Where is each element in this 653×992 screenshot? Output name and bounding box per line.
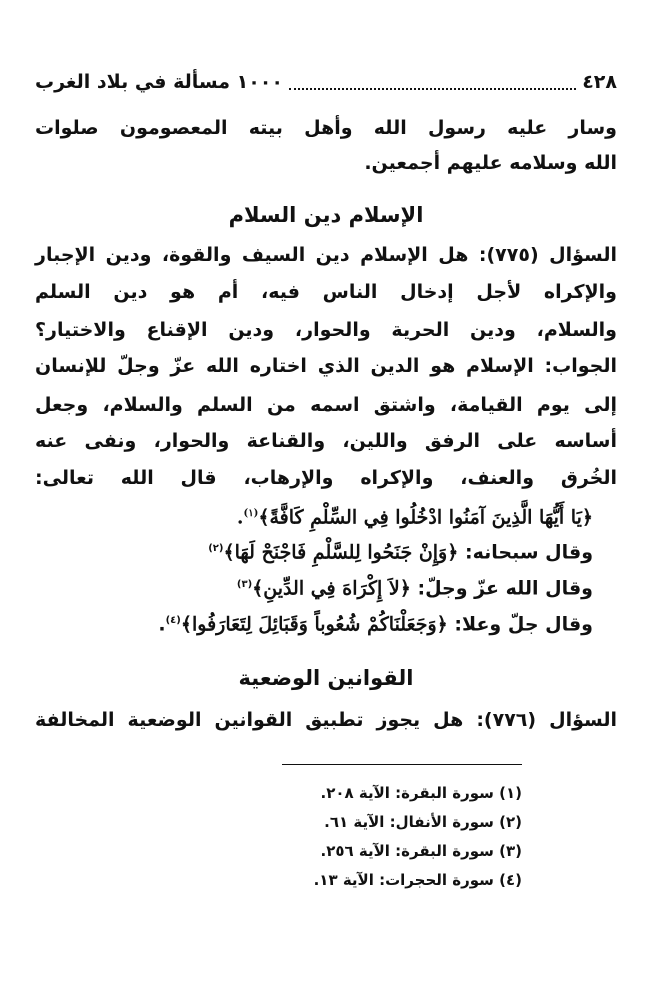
footnote: (١) سورة البقرة: الآية ٢٠٨. <box>320 784 522 802</box>
footnote-ref: (٢) <box>208 543 224 554</box>
text-line: الله وسلامه عليهم أجمعين. <box>364 152 617 174</box>
verse-intro: وقال الله عزّ وجلّ: <box>410 577 593 600</box>
text-line: والإكراه لأجل إدخال الناس فيه، أم هو دين السلم <box>35 281 617 303</box>
verse-intro: وقال جلّ وعلا: <box>447 613 593 636</box>
verse-line: ﴿يَا أَيُّهَا الَّذِينَ آمَنُوا ادْخُلُوا فِي السِّلْمِ كَافَّةً﴾$^{(١)}$. <box>236 506 593 529</box>
footnote-ref: (١) <box>243 508 259 519</box>
answer-line: الجواب: الإسلام هو الدين الذي اختاره الله عزّ وجلّ للإنسان <box>35 355 617 377</box>
text-line: وسار عليه رسول الله وأهل بيته المعصومون صلوات <box>35 117 617 139</box>
text-line: إلى يوم القيامة، واشتق اسمه من السلم والسلام، وجعل <box>35 394 617 416</box>
quran-verse: ﴿وَإِنْ جَنَحُوا لِلسَّلْمِ فَاجْنَحْ لَهَا﴾ <box>223 541 459 564</box>
verse-line <box>33 534 593 564</box>
question-line: السؤال (٧٧٦): هل يجوز تطبيق القوانين الوضعية المخالفة <box>35 709 617 731</box>
text-line: الخُرق والعنف، والإكراه والإرهاب، قال الله تعالى: <box>35 467 617 489</box>
header-dot-leader <box>289 74 576 90</box>
quran-verse: ﴿لاَ إِكْرَاهَ فِي الدِّينِ﴾ <box>252 577 411 600</box>
text-line: والسلام، ودين الحرية والحوار، ودين الإقناع والاختيار؟ <box>35 319 617 341</box>
quran-verse: ﴿يَا أَيُّهَا الَّذِينَ آمَنُوا ادْخُلُوا فِي السِّلْمِ كَافَّةً﴾ <box>258 506 593 529</box>
footnote: (٤) سورة الحجرات: الآية ١٣. <box>313 871 522 889</box>
footnote-ref: (٣) <box>236 579 253 590</box>
section-heading: الإسلام دين السلام <box>228 203 424 227</box>
footnote: (٣) سورة البقرة: الآية ٢٥٦. <box>320 842 522 860</box>
footnote-ref: (٤) <box>165 615 181 626</box>
footnote: (٢) سورة الأنفال: الآية ٦١. <box>324 813 522 831</box>
verse-intro: وقال سبحانه: <box>458 541 593 564</box>
question-line: السؤال (٧٧٥): هل الإسلام دين السيف والقوة، ودين الإجبار <box>35 244 617 266</box>
verse-line: وقال جلّ وعلا: ﴿وَجَعَلْنَاكُمْ شُعُوباً وَقَبَائِلَ لِتَعَارَفُوا﴾$^{(٤)}$. <box>158 613 593 636</box>
quran-verse: ﴿وَجَعَلْنَاكُمْ شُعُوباً وَقَبَائِلَ لِتَعَارَفُوا﴾ <box>180 613 448 636</box>
page-number: ٤٢٨ <box>582 71 617 93</box>
footnote-divider <box>282 764 522 765</box>
running-header <box>35 66 617 98</box>
section-heading: القوانين الوضعية <box>238 666 414 690</box>
book-title: ١٠٠٠ مسألة في بلاد الغرب <box>35 71 283 93</box>
verse-line <box>33 570 593 600</box>
text-line: أساسه على الرفق واللين، والقناعة والحوار، ونفى عنه <box>35 430 617 452</box>
